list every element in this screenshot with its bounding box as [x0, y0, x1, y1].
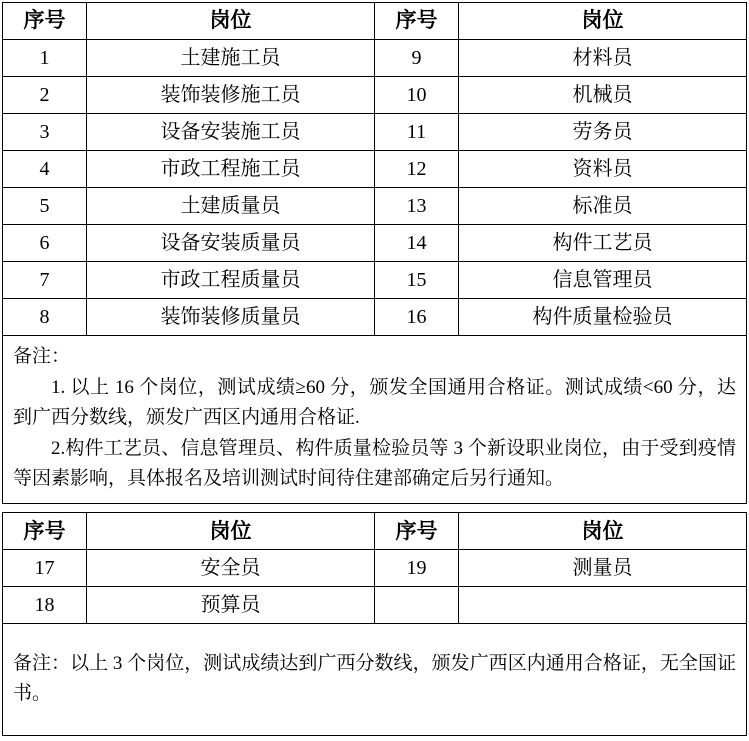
cell-seq: 7	[3, 262, 87, 299]
column-header-seq-1: 序号	[3, 3, 87, 40]
cell-post: 安全员	[87, 550, 375, 587]
cell-post: 土建施工员	[87, 40, 375, 77]
note-title-1: 备注：	[13, 346, 71, 367]
column-header-post-1: 岗位	[87, 3, 375, 40]
cell-post: 设备安装施工员	[87, 114, 375, 151]
cell-seq: 2	[3, 77, 87, 114]
table-row	[3, 77, 747, 114]
cell-seq: 19	[375, 550, 459, 587]
cell-seq: 11	[375, 114, 459, 151]
cell-seq: 10	[375, 77, 459, 114]
cell-seq: 1	[3, 40, 87, 77]
column-header-seq-1: 序号	[3, 513, 87, 550]
table-row	[3, 262, 747, 299]
cell-post: 测量员	[459, 550, 747, 587]
column-header-seq-2: 序号	[375, 513, 459, 550]
table-header-row	[3, 3, 747, 40]
note-text-2: 备注：以上 3 个岗位，测试成绩达到广西分数线，颁发广西区内通用合格证，无全国证书。	[13, 653, 736, 704]
cell-seq: 12	[375, 151, 459, 188]
cell-post: 机械员	[459, 77, 747, 114]
cell-seq: 9	[375, 40, 459, 77]
cell-seq: 13	[375, 188, 459, 225]
cell-post: 土建质量员	[87, 188, 375, 225]
cell-seq: 18	[3, 587, 87, 624]
note-block-2	[2, 624, 747, 736]
cell-seq: 6	[3, 225, 87, 262]
cell-seq: 17	[3, 550, 87, 587]
table-header-row	[3, 513, 747, 550]
cell-seq: 8	[3, 299, 87, 336]
note-item-2: 2.构件工艺员、信息管理员、构件质量检验员等 3 个新设职业岗位，由于受到疫情等因素影响，具体报名及培训测试时间待住建部确定后另行通知。	[13, 438, 736, 489]
cell-seq: 16	[375, 299, 459, 336]
cell-seq	[375, 587, 459, 624]
cell-post: 装饰装修质量员	[87, 299, 375, 336]
cell-post: 预算员	[87, 587, 375, 624]
cell-seq: 3	[3, 114, 87, 151]
cell-post: 信息管理员	[459, 262, 747, 299]
positions-table-2	[2, 512, 747, 624]
cell-post: 资料员	[459, 151, 747, 188]
cell-seq: 15	[375, 262, 459, 299]
cell-post: 市政工程质量员	[87, 262, 375, 299]
cell-post: 构件工艺员	[459, 225, 747, 262]
cell-seq: 14	[375, 225, 459, 262]
cell-seq: 4	[3, 151, 87, 188]
cell-post: 标准员	[459, 188, 747, 225]
table-row	[3, 587, 747, 624]
cell-seq: 5	[3, 188, 87, 225]
table-row	[3, 40, 747, 77]
column-header-post-1: 岗位	[87, 513, 375, 550]
column-header-seq-2: 序号	[375, 3, 459, 40]
table-row	[3, 188, 747, 225]
table-row	[3, 299, 747, 336]
table-row	[3, 114, 747, 151]
document-page	[0, 2, 749, 741]
note-block-1	[2, 336, 747, 504]
cell-post: 材料员	[459, 40, 747, 77]
positions-table-1	[2, 2, 747, 336]
column-header-post-2: 岗位	[459, 3, 747, 40]
cell-post: 设备安装质量员	[87, 225, 375, 262]
note-item-1: 1. 以上 16 个岗位，测试成绩≥60 分，颁发全国通用合格证。测试成绩<60 分，达到广西分数线，颁发广西区内通用合格证.	[13, 377, 736, 428]
cell-post: 市政工程施工员	[87, 151, 375, 188]
cell-post: 构件质量检验员	[459, 299, 747, 336]
table-row	[3, 225, 747, 262]
cell-post: 劳务员	[459, 114, 747, 151]
section-spacer	[0, 504, 749, 510]
cell-post	[459, 587, 747, 624]
column-header-post-2: 岗位	[459, 513, 747, 550]
table-row	[3, 550, 747, 587]
table-row	[3, 151, 747, 188]
cell-post: 装饰装修施工员	[87, 77, 375, 114]
